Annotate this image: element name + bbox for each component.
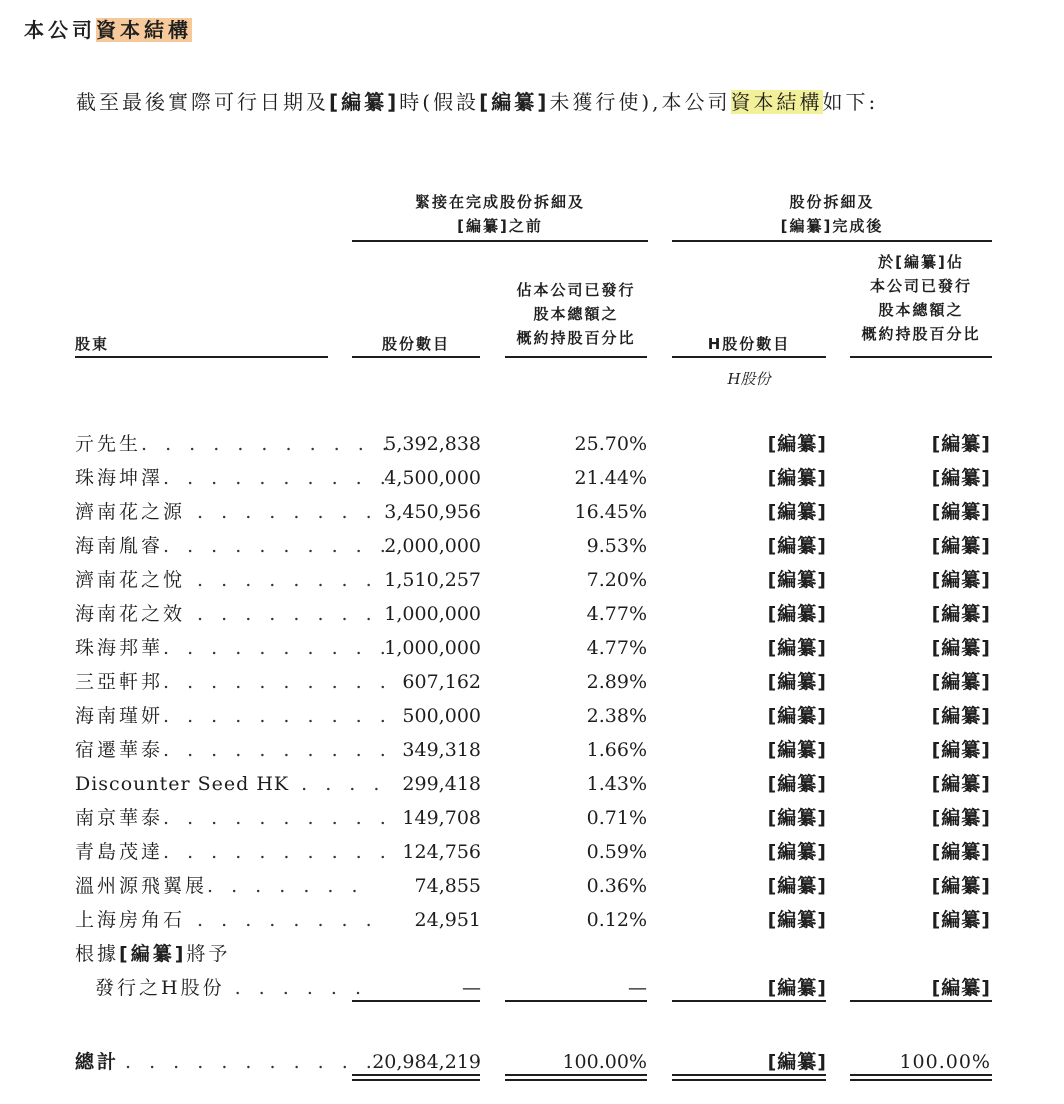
table-row (0, 495, 1064, 529)
row-label: 海南花之效 (75, 603, 186, 625)
row-shares: 2,000,000 (384, 535, 481, 557)
row-h-shares: [編纂] (767, 535, 827, 557)
row-pct: 0.12% (586, 909, 647, 931)
row-h-shares: [編纂] (767, 433, 827, 455)
issue-h-pct: [編纂] (931, 977, 991, 999)
group-before-line1: 緊接在完成股份拆細及 (414, 193, 585, 211)
row-label: 上海房角石 (75, 909, 186, 931)
row-pct: 9.53% (586, 535, 647, 557)
row-shares: 500,000 (402, 705, 481, 727)
table-row (0, 631, 1064, 665)
issue-label-line1 (75, 937, 327, 971)
subtotal-rule-h (672, 1000, 826, 1002)
table-row (0, 563, 1064, 597)
pct-after-line3: 股本總額之 (878, 301, 964, 319)
pct-after-line1: 於[編纂]佔 (878, 253, 964, 271)
row-label: 濟南花之源 (75, 501, 186, 523)
row-h-shares: [編纂] (767, 603, 827, 625)
row-name (75, 529, 392, 563)
row-label: 青島茂達 (75, 841, 164, 863)
pct-after-line4: 概約持股百分比 (861, 325, 981, 343)
row-shares: 607,162 (402, 671, 481, 693)
row-name (75, 733, 392, 767)
row-h-pct: [編纂] (931, 739, 991, 761)
row-pct: 2.38% (586, 705, 647, 727)
row-name (75, 563, 378, 597)
row-leader: . . . . . . . . . . (163, 705, 392, 727)
row-pct: 0.36% (586, 875, 647, 897)
group-after-line1: 股份拆細及 (789, 193, 875, 211)
col-header-shareholder: 股東 (75, 335, 110, 353)
total-double-rule-shares (352, 1074, 480, 1081)
pct-before-line1: 佔本公司已發行 (516, 281, 636, 299)
row-h-shares: [編纂] (767, 637, 827, 659)
row-name (75, 665, 392, 699)
group-after-line2: [編纂]完成後 (780, 217, 884, 235)
group-after-rule (672, 240, 992, 242)
row-shares: 1,000,000 (384, 637, 481, 659)
row-h-pct: [編纂] (931, 603, 991, 625)
header-rule-pct-after (850, 356, 992, 358)
row-shares: 349,318 (402, 739, 481, 761)
table-row-issue-line1 (0, 937, 1064, 971)
issue-label-a: 根據 (75, 943, 120, 965)
row-h-pct: [編纂] (931, 705, 991, 727)
row-shares: 1,000,000 (384, 603, 481, 625)
row-leader: . . . . . . . . . . (163, 841, 392, 863)
row-pct: 21.44% (574, 467, 647, 489)
row-h-shares: [編纂] (767, 773, 827, 795)
intro-highlight: 資本結構 (730, 90, 823, 114)
table-row (0, 801, 1064, 835)
issue-shares: — (462, 977, 481, 999)
row-leader: . . . . . . . . . . (163, 467, 392, 489)
row-h-shares: [編纂] (767, 875, 827, 897)
row-pct: 0.71% (586, 807, 647, 829)
table-row (0, 699, 1064, 733)
row-h-shares: [編纂] (767, 467, 827, 489)
row-h-pct: [編纂] (931, 433, 991, 455)
row-leader: . . . . . . . . . . (163, 739, 392, 761)
row-leader: . . . . . . . (207, 875, 364, 897)
row-leader: . . . . . . . . (185, 603, 378, 625)
total-double-rule-hpct (850, 1074, 992, 1081)
row-shares: 124,756 (402, 841, 481, 863)
row-label: 宿遷華泰 (75, 739, 164, 761)
row-name (75, 427, 394, 461)
row-leader: . . . . (289, 773, 386, 795)
row-h-shares: [編纂] (767, 841, 827, 863)
table-row (0, 461, 1064, 495)
row-leader: . . . . . . . . . . . (141, 433, 394, 455)
row-shares: 74,855 (414, 875, 481, 897)
row-h-pct: [編纂] (931, 841, 991, 863)
row-h-pct: [編纂] (931, 467, 991, 489)
col-header-shares: 股份數目 (381, 335, 450, 353)
issue-label-text: 發行之H股份 (95, 977, 225, 999)
row-name (75, 767, 386, 801)
row-pct: 1.66% (586, 739, 647, 761)
row-leader: . . . . . . . . . . (163, 637, 392, 659)
row-shares: 3,450,956 (384, 501, 481, 523)
row-leader: . . . . . . . . . . (163, 671, 392, 693)
subtotal-rule-pct (505, 1000, 647, 1002)
row-pct: 7.20% (586, 569, 647, 591)
row-shares: 1,510,257 (384, 569, 481, 591)
group-header-after (672, 190, 992, 238)
intro-text-4: 如下: (822, 90, 879, 114)
row-pct: 16.45% (574, 501, 647, 523)
row-h-pct: [編纂] (931, 535, 991, 557)
row-label: 濟南花之悅 (75, 569, 186, 591)
row-leader: . . . . . . (234, 977, 368, 999)
row-name (75, 461, 392, 495)
row-label: 海南瑾妍 (75, 705, 164, 727)
row-h-shares: [編纂] (767, 705, 827, 727)
intro-redacted-2: [編纂] (479, 90, 550, 114)
row-label: 溫州源飛翼展 (75, 875, 208, 897)
row-pct: 4.77% (586, 637, 647, 659)
issue-label-c: 將予 (186, 943, 231, 965)
header-rule-pct-before (505, 356, 647, 358)
row-pct: 0.59% (586, 841, 647, 863)
total-h-shares: [編纂] (767, 1051, 827, 1073)
section-heading (24, 14, 192, 43)
total-shares: 20,984,219 (372, 1051, 481, 1073)
pct-before-line2: 股本總額之 (533, 305, 619, 323)
pct-before-line3: 概約持股百分比 (516, 329, 636, 347)
header-rule-shares (352, 356, 480, 358)
row-shares: 24,951 (414, 909, 481, 931)
row-pct: 25.70% (574, 433, 647, 455)
row-leader: . . . . . . . . . . . (125, 1051, 378, 1073)
row-h-shares: [編纂] (767, 807, 827, 829)
table-row (0, 767, 1064, 801)
group-before-line2: [編纂]之前 (457, 217, 543, 235)
heading-prefix: 本公司 (24, 18, 96, 42)
header-rule-shareholder (75, 356, 328, 358)
row-leader: . . . . . . . . (185, 909, 378, 931)
row-label: 亓先生 (75, 433, 142, 455)
issue-label-line2 (75, 971, 368, 1005)
subtotal-rule-shares (352, 1000, 480, 1002)
col-header-pct-before (505, 278, 647, 350)
row-name (75, 495, 378, 529)
subtotal-rule-hpct (850, 1000, 992, 1002)
table-row (0, 835, 1064, 869)
row-name (75, 631, 392, 665)
row-label: 海南胤睿 (75, 535, 164, 557)
row-name (75, 869, 364, 903)
group-header-before (352, 190, 648, 238)
row-label: 南京華泰 (75, 807, 164, 829)
total-pct: 100.00% (562, 1051, 647, 1073)
row-name (75, 699, 392, 733)
row-h-shares: [編纂] (767, 671, 827, 693)
row-pct: 2.89% (586, 671, 647, 693)
total-double-rule-h (672, 1074, 826, 1081)
table-row (0, 597, 1064, 631)
row-label: Discounter Seed HK (75, 773, 290, 795)
table-row (0, 529, 1064, 563)
pct-after-line2: 本公司已發行 (869, 277, 972, 295)
intro-text-2: 時(假設 (399, 90, 480, 114)
row-name (75, 903, 378, 937)
row-leader: . . . . . . . . (185, 501, 378, 523)
row-label: 珠海邦華 (75, 637, 164, 659)
table-row (0, 869, 1064, 903)
intro-text-1: 截至最後實際可行日期及 (76, 90, 329, 114)
row-h-pct: [編纂] (931, 671, 991, 693)
total-double-rule-pct (505, 1074, 647, 1081)
row-label: 三亞軒邦 (75, 671, 164, 693)
col-header-h-shares: H股份數目 (707, 335, 791, 353)
h-shares-subnote: H股份 (727, 370, 771, 388)
col-header-pct-after (850, 250, 992, 346)
table-row (0, 733, 1064, 767)
issue-h-shares: [編纂] (767, 977, 827, 999)
row-h-shares: [編纂] (767, 501, 827, 523)
row-h-pct: [編纂] (931, 875, 991, 897)
group-before-rule (352, 240, 648, 242)
row-name (75, 835, 392, 869)
row-h-pct: [編纂] (931, 773, 991, 795)
total-label (75, 1045, 378, 1079)
table-row (0, 665, 1064, 699)
intro-text-3: 未獲行使),本公司 (549, 90, 731, 114)
row-pct: 1.43% (586, 773, 647, 795)
row-shares: 5,392,838 (384, 433, 481, 455)
row-name (75, 801, 392, 835)
row-h-shares: [編纂] (767, 909, 827, 931)
row-shares: 149,708 (402, 807, 481, 829)
issue-pct: — (628, 977, 647, 999)
row-h-shares: [編纂] (767, 569, 827, 591)
row-h-pct: [編纂] (931, 909, 991, 931)
row-pct: 4.77% (586, 603, 647, 625)
row-name (75, 597, 378, 631)
row-shares: 4,500,000 (384, 467, 481, 489)
issue-label-redacted: [編纂] (119, 943, 187, 965)
row-label: 珠海坤澤 (75, 467, 164, 489)
row-h-pct: [編纂] (931, 569, 991, 591)
row-leader: . . . . . . . . (185, 569, 378, 591)
total-label-text: 總計 (75, 1051, 120, 1073)
row-h-pct: [編纂] (931, 807, 991, 829)
total-h-pct: 100.00% (899, 1051, 991, 1073)
row-h-pct: [編纂] (931, 501, 991, 523)
row-shares: 299,418 (402, 773, 481, 795)
table-row (0, 427, 1064, 461)
row-h-shares: [編纂] (767, 739, 827, 761)
intro-paragraph (24, 84, 1004, 120)
table-row (0, 903, 1064, 937)
row-leader: . . . . . . . . . . (163, 535, 392, 557)
header-rule-h-shares (672, 356, 826, 358)
intro-redacted-1: [編纂] (329, 90, 400, 114)
row-h-pct: [編纂] (931, 637, 991, 659)
heading-highlight: 資本結構 (96, 18, 192, 42)
row-leader: . . . . . . . . . . (163, 807, 392, 829)
